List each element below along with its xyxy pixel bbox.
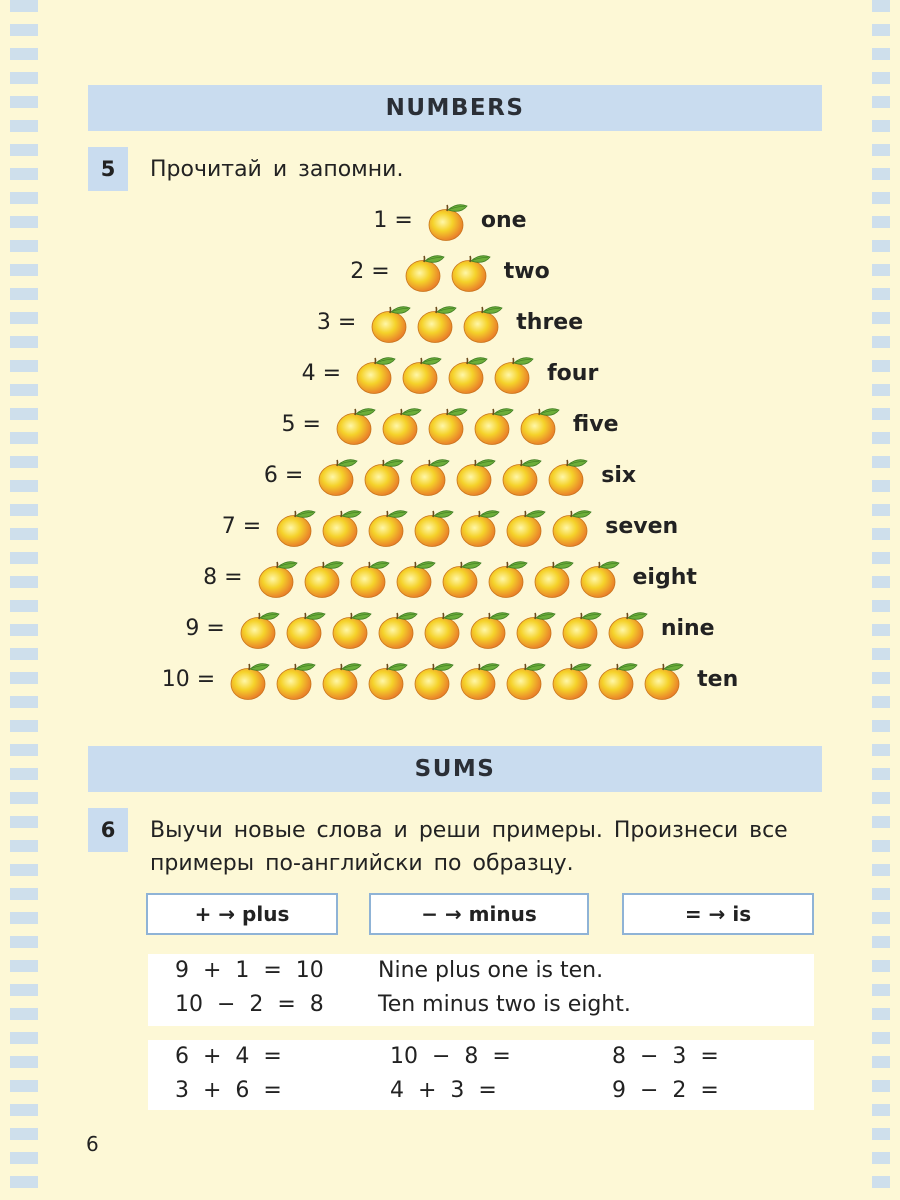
number-row [0, 501, 900, 552]
apple-icon [517, 404, 563, 446]
apple-icon [393, 557, 439, 599]
apple-icon [361, 455, 407, 497]
number-word: two [503, 259, 550, 284]
number-row [0, 246, 900, 297]
number-row-content [350, 251, 549, 293]
apple-icon [365, 659, 411, 701]
apple-group [227, 659, 687, 701]
apple-icon [301, 557, 347, 599]
number-word: nine [660, 616, 715, 641]
apple-icon [641, 659, 687, 701]
apple-icon [577, 557, 623, 599]
example-1-sentence: Nine plus one is ten. [378, 958, 604, 983]
task-1-2: 10 − 8 = [390, 1044, 511, 1069]
number-equation: 7 = [221, 514, 262, 539]
number-row [0, 450, 900, 501]
apple-icon [513, 608, 559, 650]
apple-icon [457, 659, 503, 701]
apple-group [273, 506, 595, 548]
apple-icon [333, 404, 379, 446]
number-row [0, 552, 900, 603]
apple-icon [595, 659, 641, 701]
number-word: one [480, 208, 527, 233]
apple-icon [503, 506, 549, 548]
apple-icon [402, 251, 448, 293]
task-2-1: 3 + 6 = [175, 1078, 282, 1103]
number-equation: 4 = [301, 361, 342, 386]
number-row-content [281, 404, 618, 446]
number-equation: 6 = [263, 463, 304, 488]
apple-icon [368, 302, 414, 344]
exercise-6-number: 6 [88, 808, 128, 852]
task-2-2: 4 + 3 = [390, 1078, 497, 1103]
apple-icon [347, 557, 393, 599]
apple-icon [499, 455, 545, 497]
number-equation: 1 = [373, 208, 413, 233]
is-operator-box: = → is [622, 893, 814, 935]
number-equation: 3 = [316, 310, 357, 335]
apple-icon [283, 608, 329, 650]
apple-icon [411, 659, 457, 701]
apple-icon [237, 608, 283, 650]
apple-icon [503, 659, 549, 701]
number-equation: 9 = [185, 616, 225, 641]
apple-icon [448, 251, 494, 293]
number-row-content [373, 200, 526, 242]
apple-icon [421, 608, 467, 650]
number-word: three [516, 310, 584, 335]
number-row [0, 654, 900, 705]
examples-panel [148, 954, 814, 1026]
number-row-content [302, 353, 599, 395]
exercise-5-instruction: Прочитай и запомни. [150, 157, 404, 182]
minus-operator-box: − → minus [369, 893, 589, 935]
apple-icon [425, 200, 471, 242]
number-word: six [601, 463, 637, 488]
numbers-section-title: NUMBERS [88, 85, 822, 131]
apple-icon [549, 659, 595, 701]
apple-icon [255, 557, 301, 599]
apple-group [333, 404, 563, 446]
number-equation: 8 = [203, 565, 243, 590]
apple-icon [273, 659, 319, 701]
apple-icon [445, 353, 491, 395]
exercise-5-number: 5 [88, 147, 128, 191]
number-row-content [203, 557, 697, 599]
sums-section-title: SUMS [88, 746, 822, 792]
number-word: five [572, 412, 619, 437]
apple-group [353, 353, 537, 395]
number-row [0, 297, 900, 348]
apple-icon [531, 557, 577, 599]
example-1-expression: 9 + 1 = 10 [175, 958, 324, 983]
apple-icon [471, 404, 517, 446]
apple-icon [485, 557, 531, 599]
apple-group [315, 455, 591, 497]
number-word: eight [632, 565, 697, 590]
exercise-6-instruction-line-2: примеры по-английски по образцу. [150, 851, 574, 876]
apple-icon [407, 455, 453, 497]
apple-icon [315, 455, 361, 497]
apple-icon [365, 506, 411, 548]
number-row-content [317, 302, 583, 344]
apple-icon [329, 608, 375, 650]
example-2-sentence: Ten minus two is eight. [378, 992, 631, 1017]
apple-icon [399, 353, 445, 395]
number-word: ten [697, 667, 739, 692]
number-equation: 5 = [281, 412, 321, 437]
apple-icon [491, 353, 537, 395]
apple-icon [559, 608, 605, 650]
apple-icon [605, 608, 651, 650]
apple-icon [375, 608, 421, 650]
number-row [0, 603, 900, 654]
apple-icon [439, 557, 485, 599]
page-number: 6 [86, 1132, 99, 1156]
apple-icon [227, 659, 273, 701]
task-1-3: 8 − 3 = [612, 1044, 719, 1069]
number-row-content [264, 455, 636, 497]
number-row-content [222, 506, 678, 548]
apple-group [425, 200, 471, 242]
number-row [0, 399, 900, 450]
apple-group [237, 608, 651, 650]
exercise-6-instruction [150, 814, 830, 880]
apple-icon [353, 353, 399, 395]
apple-icon [414, 302, 460, 344]
apple-group [255, 557, 623, 599]
example-2-expression: 10 − 2 = 8 [175, 992, 324, 1017]
apple-icon [379, 404, 425, 446]
apple-icon [467, 608, 513, 650]
apple-icon [545, 455, 591, 497]
apple-icon [460, 302, 506, 344]
number-row-content [162, 659, 739, 701]
plus-operator-box: + → plus [146, 893, 338, 935]
task-2-3: 9 − 2 = [612, 1078, 719, 1103]
apple-icon [425, 404, 471, 446]
apple-icon [457, 506, 503, 548]
apple-icon [549, 506, 595, 548]
number-row [0, 348, 900, 399]
number-row-content [185, 608, 714, 650]
number-equation: 2 = [350, 259, 390, 284]
apple-icon [319, 506, 365, 548]
number-equation: 10 = [161, 667, 216, 692]
apple-group [368, 302, 506, 344]
exercise-6-instruction-line-1: Выучи новые слова и реши примеры. Произнеси все [150, 818, 788, 843]
number-word: four [547, 361, 599, 386]
apple-icon [273, 506, 319, 548]
task-1-1: 6 + 4 = [175, 1044, 282, 1069]
number-row [0, 195, 900, 246]
apple-icon [453, 455, 499, 497]
apple-icon [319, 659, 365, 701]
apple-group [402, 251, 494, 293]
tasks-panel [148, 1040, 814, 1110]
number-word: seven [605, 514, 679, 539]
apple-icon [411, 506, 457, 548]
